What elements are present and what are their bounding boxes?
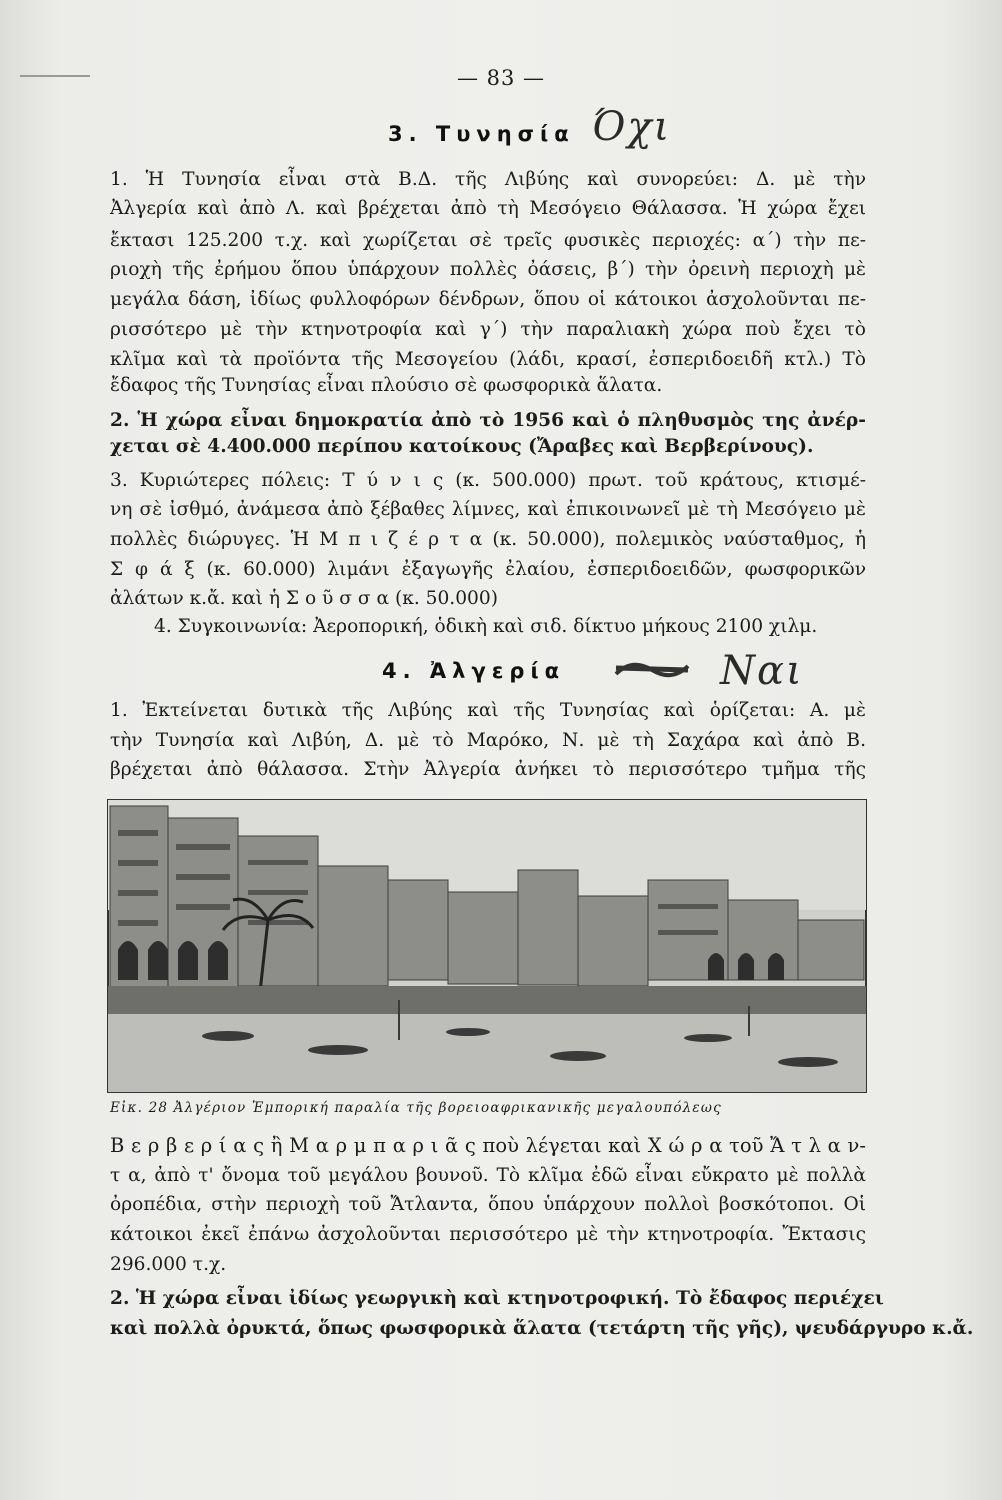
text-line: 296.000 τ.χ. (110, 1254, 227, 1275)
text-line: ἔκτασι 125.200 τ.χ. καὶ χωρίζεται σὲ τρεῖς φυσικὲς περιοχές: α΄) τὴν πε- (110, 230, 866, 251)
text-line: ἔδαφος τῆς Τυνησίας εἶναι πλούσιο σὲ φωσφορικὰ ἅλατα. (110, 375, 663, 396)
handwritten-strike (612, 648, 692, 688)
page-number: — 83 — (456, 66, 546, 90)
harbor-photo (108, 800, 866, 1092)
text-line: μεγάλα δάση, ἰδίως φυλλοφόρων δένδρων, ὅπου οἱ κάτοικοι ἀσχολοῦνται πε- (110, 289, 866, 310)
text-line: ὀροπέδια, στὴν περιοχὴ τοῦ Ἄτλαντα, ὅπου ὑπάρχουν πολλοὶ βοσκότοποι. Οἱ (110, 1194, 866, 1215)
text-line: τὴν Τυνησία καὶ Λιβύη, Δ. μὲ τὸ Μαρόκο, Ν. μὲ τὴ Σαχάρα καὶ ἀπὸ Β. (110, 730, 866, 751)
text-line: βρέχεται ἀπὸ θάλασσα. Στὴν Ἀλγερία ἀνήκει τὸ περισσότερο τμῆμα τῆς (110, 759, 866, 780)
text-line: Σ φ ά ξ (κ. 60.000) λιμάνι ἐξαγωγῆς ἐλαίου, ἐσπεριδοειδῶν, φωσφορικῶν (110, 559, 866, 580)
text-line: νη σὲ ἰσθμό, ἀνάμεσα ἀπὸ ξέβαθες λίμνες, καὶ ἐπικοινωνεῖ μὲ τὴ Μεσόγειο μὲ (110, 499, 866, 520)
text-line: κάτοικοι ἐκεῖ ἐπάνω ἀσχολοῦνται περισσότερο μὲ τὴν κτηνοτροφία. Ἔκτασις (110, 1224, 866, 1245)
text-line: ἀλάτων κ.ἄ. καὶ ἡ Σ ο ῦ σ σ α (κ. 50.000) (110, 588, 498, 609)
text-line: τ α, ἀπὸ τ' ὄνομα τοῦ μεγάλου βουνοῦ. Τὸ κλῖμα ἐδῶ εἶναι εὔκρατο μὲ πολλὰ (110, 1165, 866, 1186)
quay (108, 986, 866, 1014)
text-line: κλῖμα καὶ τὰ προϊόντα τῆς Μεσογείου (λάδι, κρασί, ἐσπεριδοειδῆ κτλ.) Τὸ (110, 349, 866, 370)
text-line: ρισσότερο μὲ τὴν κτηνοτροφία καὶ γ΄) τὴν παραλιακὴ χώρα ποὺ ἔχει τὸ (110, 319, 866, 340)
text-line: χεται σὲ 4.400.000 περίπου κατοίκους (Ἄραβες καὶ Βερβερίνους). (110, 436, 814, 457)
handwritten-note-no: Όχι (592, 104, 672, 150)
text-line: καὶ πολλὰ ὀρυκτά, ὅπως φωσφορικὰ ἅλατα (τετάρτη τῆς γῆς), ψευδάργυρο κ.ἄ. (110, 1318, 974, 1339)
text-line: 1. Ἡ Τυνησία εἶναι στὰ Β.Δ. τῆς Λιβύης καὶ συνορεύει: Δ. μὲ τὴν (110, 169, 866, 190)
text-line: ριοχὴ τῆς ἐρήμου ὅπου ὑπάρχουν πολλὲς ὀάσεις, β΄) τὴν ὀρεινὴ περιοχὴ μὲ (110, 259, 866, 280)
section-title-tunisia: 3. Τυνησία (388, 122, 575, 146)
text-line: 1. Ἐκτείνεται δυτικὰ τῆς Λιβύης καὶ τῆς Τυνησίας καὶ ὁρίζεται: Α. μὲ (110, 700, 866, 721)
water (108, 1014, 866, 1092)
text-line: πολλὲς διώρυγες. Ἡ Μ π ι ζ έ ρ τ α (κ. 50.000), πολεμικὸς ναύσταθμος, ἡ (110, 529, 866, 550)
text-line: Ἀλγερία καὶ ἀπὸ Λ. καὶ βρέχεται ἀπὸ τὴ Μεσόγειο Θάλασσα. Ἡ χώρα ἔχει (110, 198, 866, 219)
figure-caption: Εἰκ. 28 Ἀλγέριον Ἐμπορική παραλία τῆς βορειοαφρικανικῆς μεγαλουπόλεως (110, 1100, 722, 1116)
text-line: 2. Ἡ χώρα εἶναι δημοκρατία ἀπὸ τὸ 1956 καὶ ὁ πληθυσμὸς της ἀνέρ- (110, 410, 866, 431)
text-line: Β ε ρ β ε ρ ί α ς ἢ Μ α ρ μ π α ρ ι ᾶ ς ποὺ λέγεται καὶ Χ ώ ρ α τοῦ Ἄ τ λ α ν- (110, 1134, 866, 1157)
text-line: 2. Ἡ χώρα εἶναι ἰδίως γεωργικὴ καὶ κτηνοτροφική. Τὸ ἔδαφος περιέχει (110, 1288, 884, 1309)
text-line: 3. Κυριώτερες πόλεις: Τ ύ ν ι ς (κ. 500.000) πρωτ. τοῦ κράτους, κτισμέ- (110, 470, 866, 491)
handwritten-note-yes: Ναι (720, 648, 804, 694)
section-title-algeria: 4. Ἀλγερία (382, 659, 566, 683)
text-line: 4. Συγκοινωνία: Ἀεροπορική, ὁδικὴ καὶ σιδ. δίκτυο μήκους 2100 χιλμ. (154, 616, 818, 637)
